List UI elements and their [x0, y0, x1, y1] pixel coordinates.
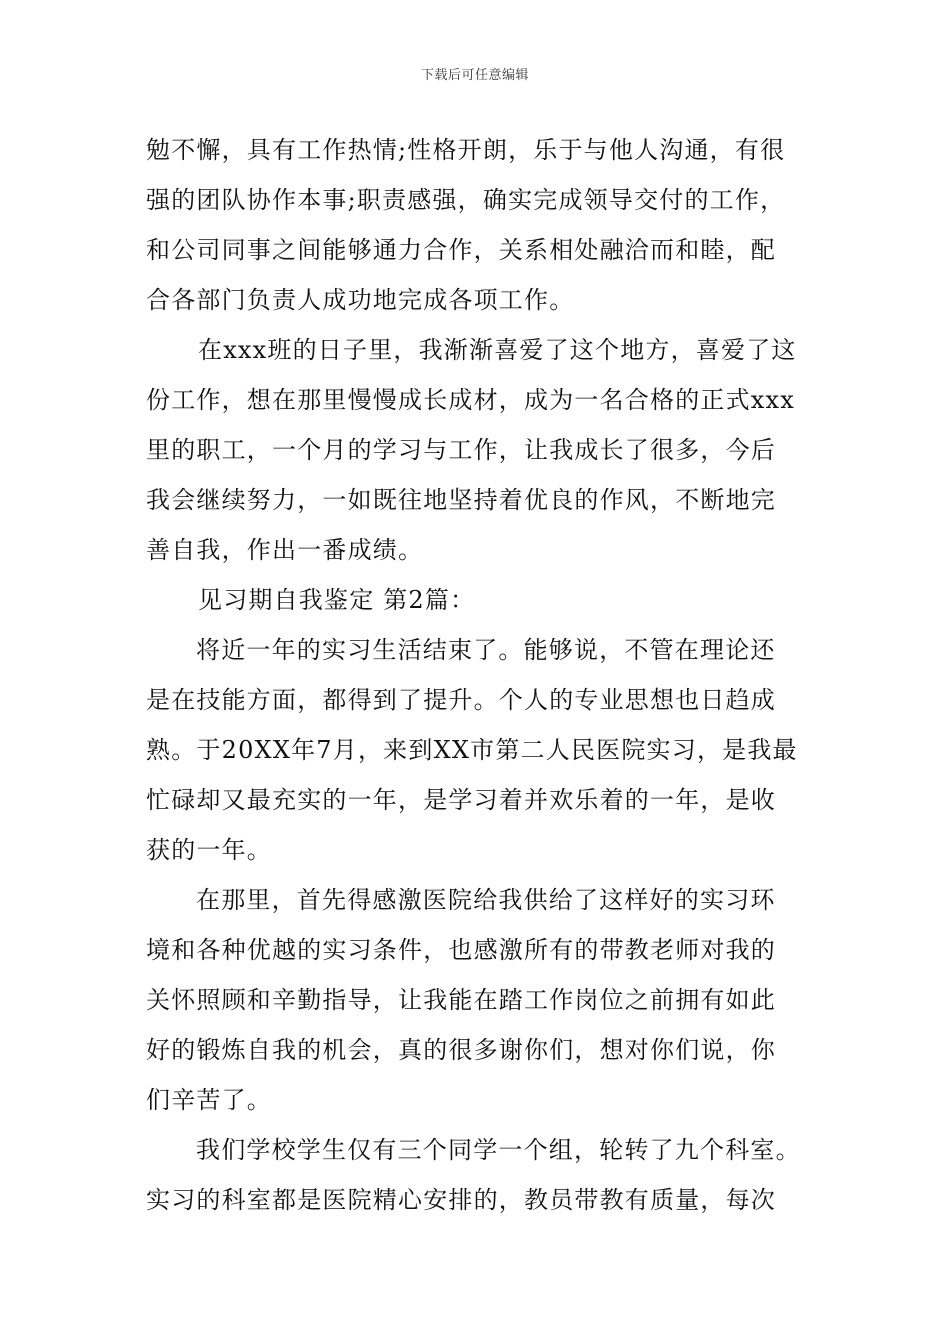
text-line: 实习的科室都是医院精心安排的，教员带教有质量，每次 [146, 1186, 776, 1214]
paragraph-start: 我们学校学生仅有三个同学一个组，轮转了九个科室。 [196, 1136, 801, 1164]
paragraph-start: 在那里，首先得感激医院给我供给了这样好的实习环 [196, 886, 776, 914]
paragraph-start: 将近一年的实习生活结束了。能够说，不管在理论还 [196, 636, 776, 664]
text-line: 获的一年。 [146, 836, 272, 864]
text-line: 和公司同事之间能够通力合作，关系相处融洽而和睦，配 [146, 236, 776, 264]
text-line: 境和各种优越的实习条件，也感激所有的带教老师对我的 [146, 936, 776, 964]
text-line: 是在技能方面，都得到了提升。个人的专业思想也日趋成 [146, 686, 776, 714]
text-line: 强的团队协作本事;职责感强，确实完成领导交付的工作， [146, 186, 786, 214]
text-line: 我会继续努力，一如既往地坚持着优良的作风，不断地完 [146, 486, 776, 514]
text-line: 们辛苦了。 [146, 1086, 272, 1114]
text-line: 善自我，作出一番成绩。 [146, 536, 424, 564]
paragraph-start: 在xxx班的日子里，我渐渐喜爱了这个地方，喜爱了这 [198, 336, 797, 364]
text-line: 关怀照顾和辛勤指导，让我能在踏工作岗位之前拥有如此 [146, 986, 776, 1014]
text-line: 份工作，想在那里慢慢成长成材，成为一名合格的正式xxx [146, 386, 796, 414]
section-heading: 见习期自我鉴定 第2篇： [198, 586, 476, 614]
text-line: 忙碌却又最充实的一年，是学习着并欢乐着的一年，是收 [146, 786, 776, 814]
page-header: 下载后可任意编辑 [420, 68, 529, 83]
text-line: 勉不懈，具有工作热情;性格开朗，乐于与他人沟通，有很 [146, 136, 786, 164]
document-body [146, 130, 818, 1230]
text-line: 合各部门负责人成功地完成各项工作。 [146, 286, 575, 314]
text-line: 里的职工，一个月的学习与工作，让我成长了很多，今后 [146, 436, 776, 464]
text-line: 熟。于20XX年7月，来到XX市第二人民医院实习，是我最 [146, 736, 798, 764]
text-line: 好的锻炼自我的机会，真的很多谢你们，想对你们说，你 [146, 1036, 776, 1064]
